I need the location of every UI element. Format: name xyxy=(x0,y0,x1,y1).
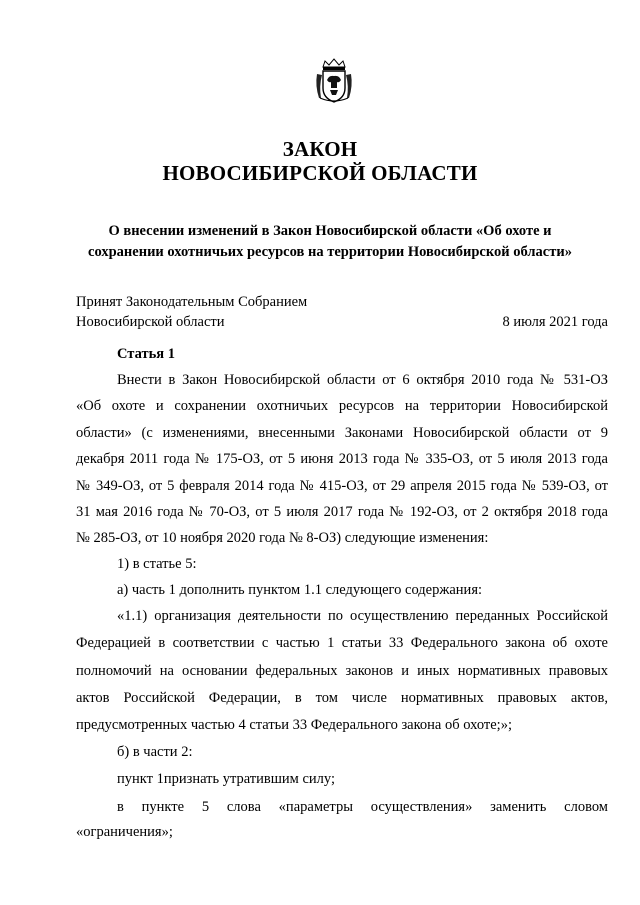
body-line: «1.1) организация деятельности по осуществлению переданных Российской xyxy=(117,608,608,624)
body-line: «ограничения»; xyxy=(76,824,173,840)
body-line: «Об охоте и сохранении охотничьих ресурсов на территории Новосибирской xyxy=(76,398,608,414)
coat-of-arms-icon xyxy=(315,58,353,104)
body-line: № 285-ОЗ, от 10 ноября 2020 года № 8-ОЗ) следующие изменения: xyxy=(76,530,489,546)
body-line: актов Российской Федерации, в том числе нормативных правовых актов, xyxy=(76,690,608,706)
body-line: полномочий на основании федеральных законов и иных нормативных правовых xyxy=(76,663,608,679)
body-line: Федерацией в соответствии с частью 1 статьи 33 Федерального закона об охоте xyxy=(76,635,608,651)
body-line: в пункте 5 слова «параметры осуществления» заменить словом xyxy=(117,799,608,815)
list-item: пункт 1признать утратившим силу; xyxy=(117,771,335,787)
law-title-line2: НОВОСИБИРСКОЙ ОБЛАСТИ xyxy=(162,161,478,185)
adopted-by-line1: Принят Законодательным Собранием xyxy=(76,294,308,310)
law-subtitle-line2: сохранении охотничьих ресурсов на территории Новосибирской области» xyxy=(88,244,572,260)
body-line: области» (с изменениями, внесенными Законами Новосибирской области от 9 xyxy=(76,425,608,441)
body-line: Внести в Закон Новосибирской области от 6 октября 2010 года № 531-ОЗ xyxy=(117,372,608,388)
list-item: б) в части 2: xyxy=(117,744,193,760)
adopted-by-line2: Новосибирской области xyxy=(76,314,225,330)
body-line: декабря 2011 года № 175-ОЗ, от 5 июня 2013 года № 335-ОЗ, от 5 июля 2013 года xyxy=(76,451,608,467)
body-line: 31 мая 2016 года № 70-ОЗ, от 5 июля 2017 года № 192-ОЗ, от 2 октября 2018 года xyxy=(76,504,608,520)
law-title-line1: ЗАКОН xyxy=(282,137,358,161)
body-line: № 349-ОЗ, от 5 февраля 2014 года № 415-ОЗ, от 29 апреля 2015 года № 539-ОЗ, от xyxy=(76,478,608,494)
list-item: 1) в статье 5: xyxy=(117,556,197,572)
list-item: а) часть 1 дополнить пунктом 1.1 следующего содержания: xyxy=(117,582,483,598)
adoption-date: 8 июля 2021 года xyxy=(502,314,608,330)
body-line: предусмотренных частью 4 статьи 33 Федерального закона об охоте;»; xyxy=(76,717,512,733)
law-subtitle-line1: О внесении изменений в Закон Новосибирской области «Об охоте и xyxy=(108,223,552,239)
article-heading: Статья 1 xyxy=(117,346,175,362)
